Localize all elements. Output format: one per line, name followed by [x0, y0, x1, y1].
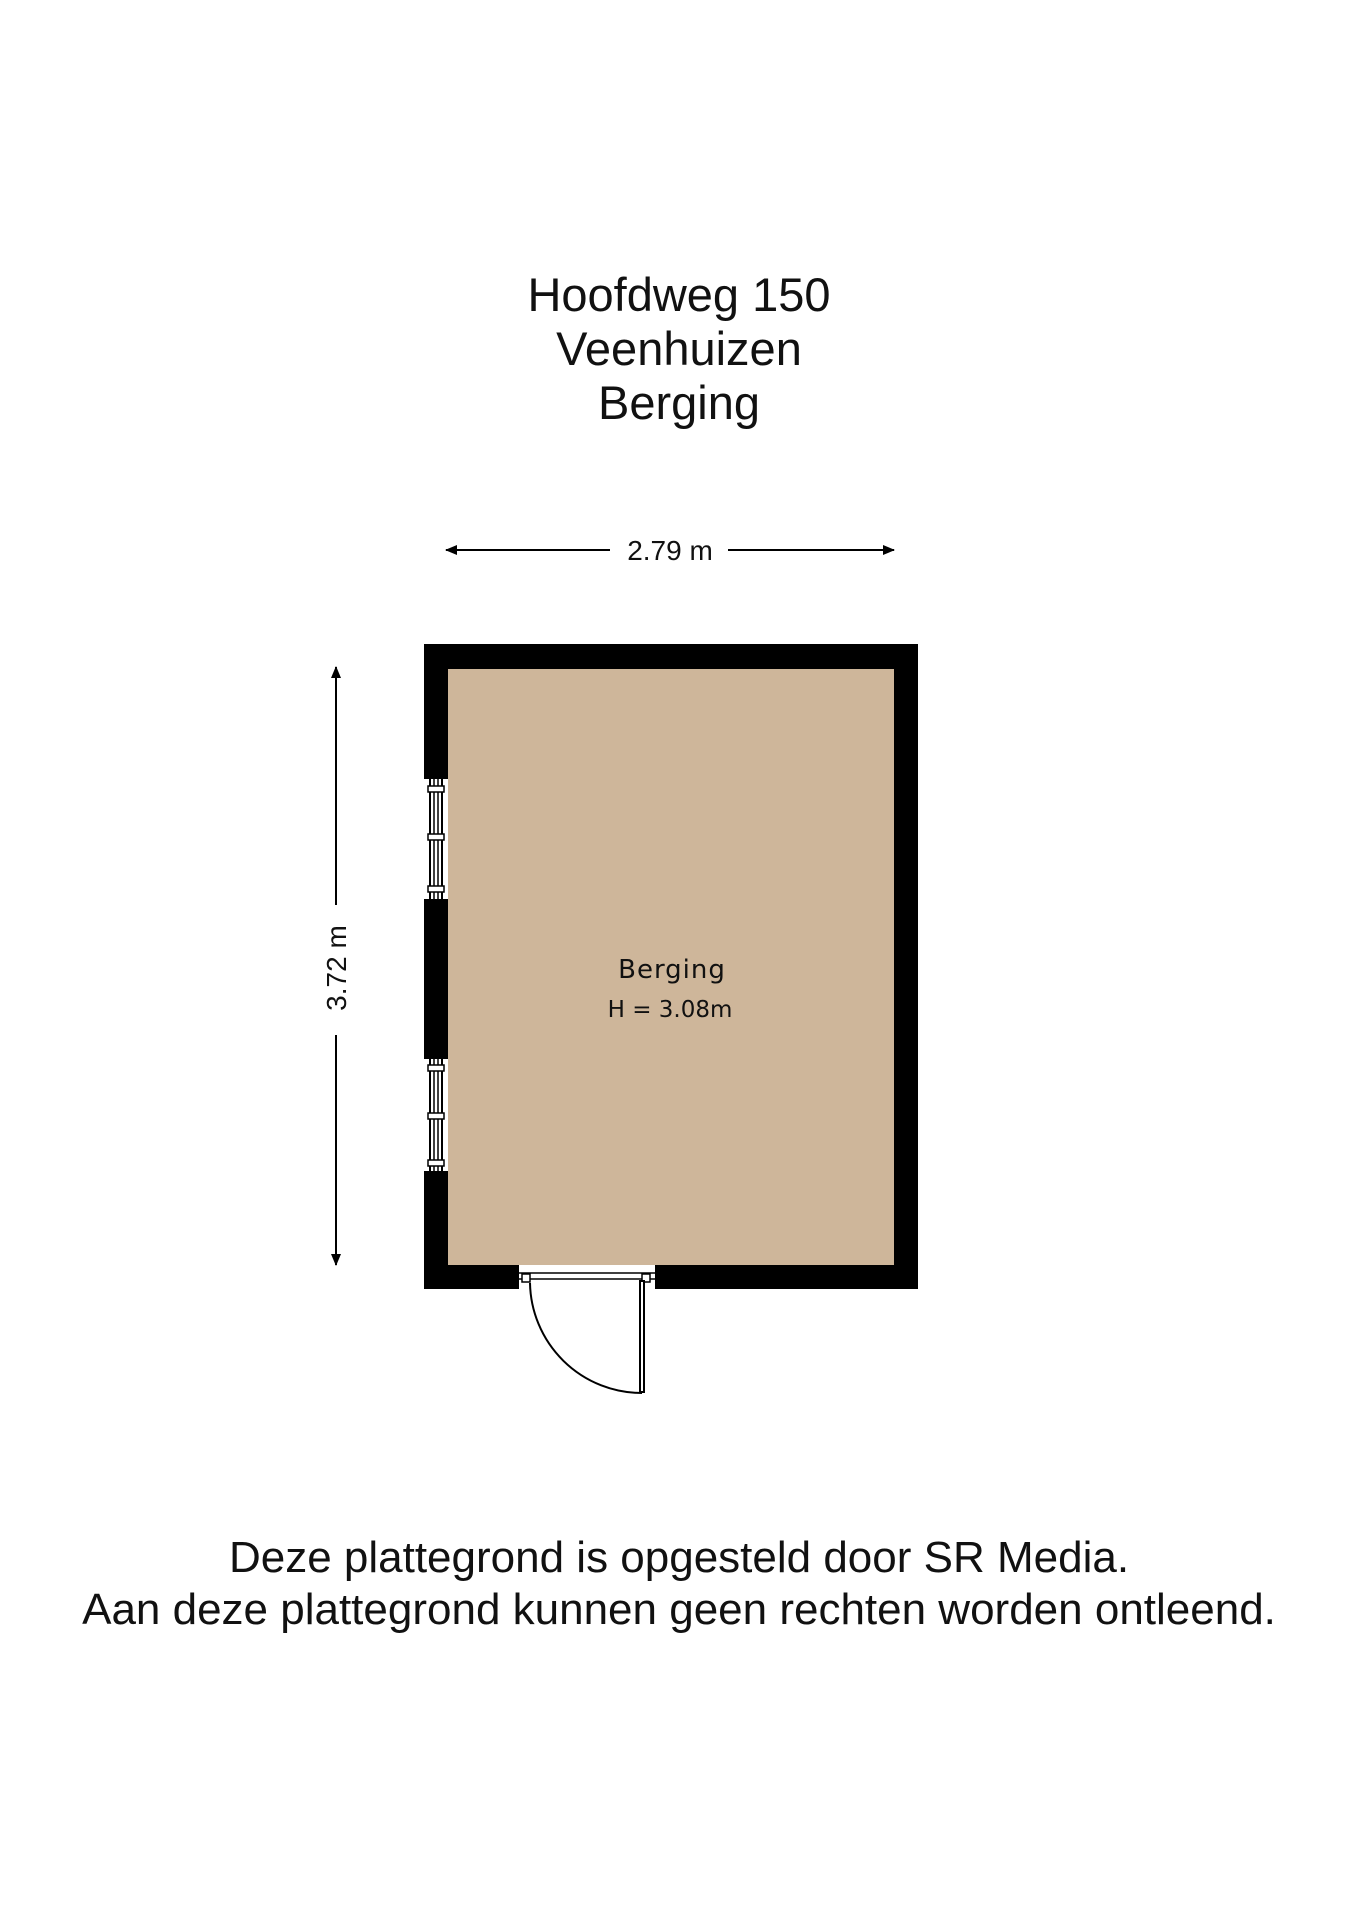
disclaimer-line-2: Aan deze plattegrond kunnen geen rechten worden ontleend.: [82, 1585, 1276, 1634]
disclaimer-line-1: Deze plattegrond is opgesteld door SR Media.: [228, 1533, 1130, 1582]
title-address: Hoofdweg 150: [527, 268, 831, 321]
disclaimer: [0, 1532, 1358, 1636]
height-label: 3.72 m: [321, 925, 352, 1011]
door-leaf: [640, 1281, 644, 1392]
room-name: Berging: [618, 955, 726, 985]
door: [518, 1265, 656, 1393]
height-dimension: [321, 667, 352, 1265]
width-label: 2.79 m: [627, 535, 713, 566]
width-dimension: [446, 535, 894, 566]
title-building: Berging: [598, 376, 760, 429]
window-left-upper: [424, 778, 448, 900]
room-height: H = 3.08m: [607, 997, 733, 1023]
door-swing-arc: [530, 1283, 642, 1393]
title-city: Veenhuizen: [556, 322, 802, 375]
window-left-lower: [424, 1058, 448, 1172]
